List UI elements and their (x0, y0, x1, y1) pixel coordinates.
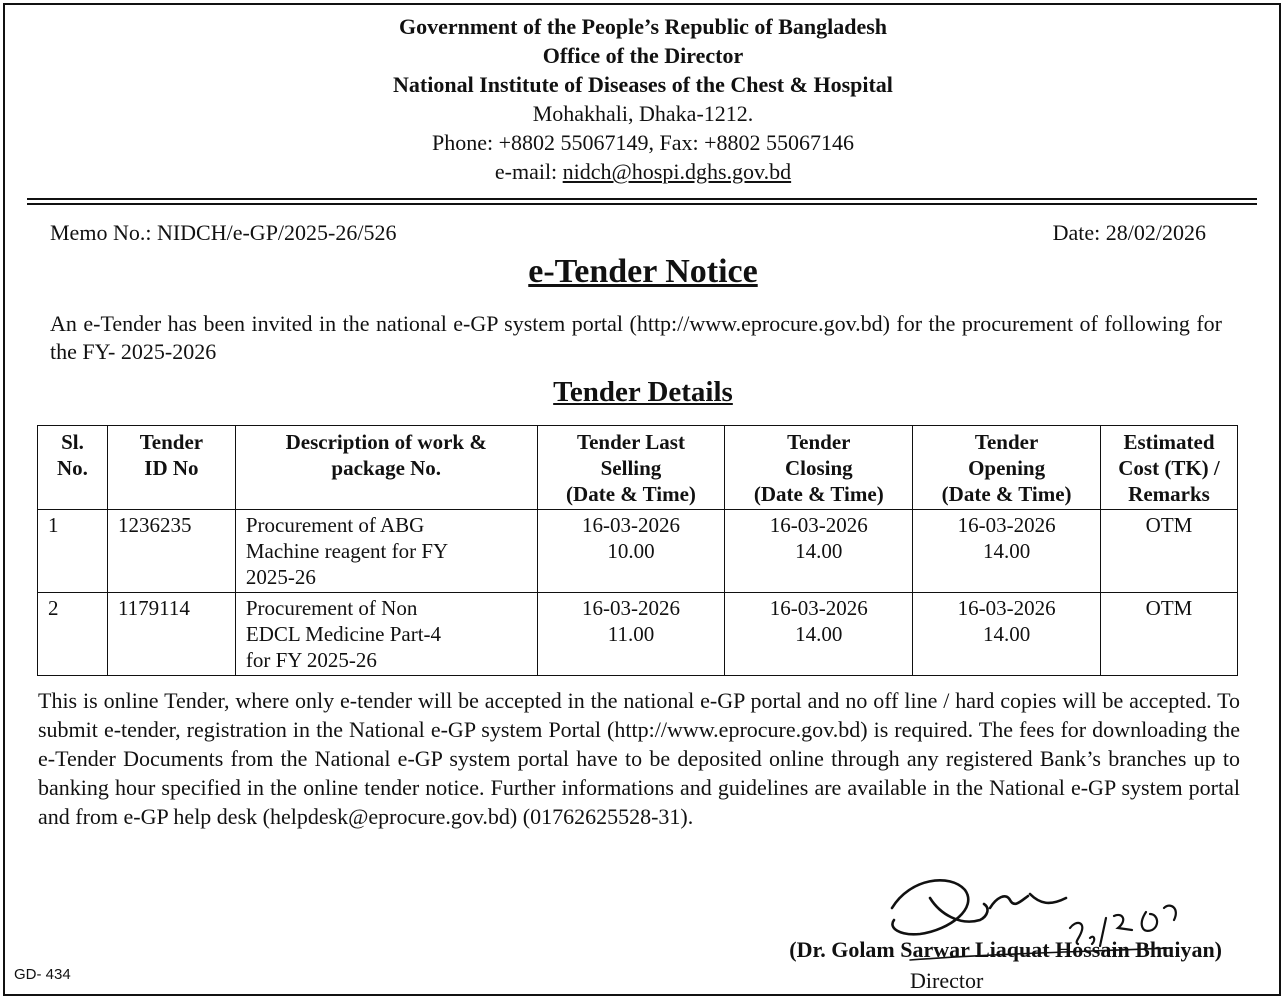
cell-sl: 1 (38, 510, 108, 593)
cell-cost: OTM (1101, 510, 1238, 593)
col-header-opening: Tender Opening (Date & Time) (913, 426, 1101, 510)
cell-tender-id: 1179114 (107, 593, 235, 676)
cell-closing: 16-03-2026 14.00 (725, 593, 913, 676)
table-header-row (38, 426, 1238, 510)
col-header-sl: Sl. No. (38, 426, 108, 510)
col-header-closing: Tender Closing (Date & Time) (725, 426, 913, 510)
footer-code: GD- 434 (14, 966, 71, 983)
cell-opening: 16-03-2026 14.00 (913, 510, 1101, 593)
cell-description: Procurement of Non EDCL Medicine Part-4 for FY 2025-26 (235, 593, 537, 676)
cell-last-selling: 16-03-2026 11.00 (537, 593, 725, 676)
tender-table (37, 425, 1238, 676)
signatory-name: (Dr. Golam Sarwar Liaquat Hossain Bhuiyan) (789, 937, 1222, 962)
cell-sl: 2 (38, 593, 108, 676)
cell-opening: 16-03-2026 14.00 (913, 593, 1101, 676)
memo-number: Memo No.: NIDCH/e-GP/2025-26/526 (50, 220, 397, 245)
memo-date: Date: 28/02/2026 (1052, 220, 1206, 245)
table-row (38, 593, 1238, 676)
cell-cost: OTM (1101, 593, 1238, 676)
email-line (0, 157, 1286, 186)
office-name: Office of the Director (542, 43, 744, 68)
instructions-paragraph: This is online Tender, where only e-tender will be accepted in the national e-GP portal and no off line / hard copies will be accepted. To submit e-tender, registration in the National e-GP system Portal (http://www.eprocure.gov.bd) is required. The fees for downloading the e-Tender Documents from the National e-GP system portal have to be deposited online through any registered Bank’s branches up to banking hour specified in the online tender notice. Further informations and guidelines are available in the National e-GP system portal and from e-GP help desk (helpdesk@eprocure.gov.bd) (01762625528-31). (38, 688, 1240, 829)
govt-name: Government of the People’s Republic of Bangladesh (398, 14, 888, 39)
letterhead (0, 12, 1286, 186)
cell-description: Procurement of ABG Machine reagent for FY 2025-26 (235, 510, 537, 593)
col-header-cost: Estimated Cost (TK) / Remarks (1101, 426, 1238, 510)
institute-name: National Institute of Diseases of the Chest & Hospital (393, 72, 893, 97)
section-title: Tender Details (553, 376, 733, 408)
header-divider-bottom (27, 203, 1257, 205)
email-link[interactable]: nidch@hospi.dghs.gov.bd (562, 159, 792, 184)
phone-fax: Phone: +8802 55067149, Fax: +8802 55067146 (431, 130, 855, 155)
intro-paragraph: An e-Tender has been invited in the national e-GP system portal (http://www.eprocure.gov.bd) for the procurement of following for the FY- 2025-2026 (50, 311, 1222, 364)
email-label: e-mail: (494, 159, 563, 184)
address: Mohakhali, Dhaka-1212. (532, 101, 754, 126)
col-header-tender-id: Tender ID No (107, 426, 235, 510)
col-header-last-selling: Tender Last Selling (Date & Time) (537, 426, 725, 510)
cell-tender-id: 1236235 (107, 510, 235, 593)
col-header-description: Description of work & package No. (235, 426, 537, 510)
table-row (38, 510, 1238, 593)
cell-last-selling: 16-03-2026 10.00 (537, 510, 725, 593)
cell-closing: 16-03-2026 14.00 (725, 510, 913, 593)
header-divider-top (27, 198, 1257, 200)
signatory-title: Director (910, 968, 984, 993)
page-title: e-Tender Notice (528, 253, 758, 290)
